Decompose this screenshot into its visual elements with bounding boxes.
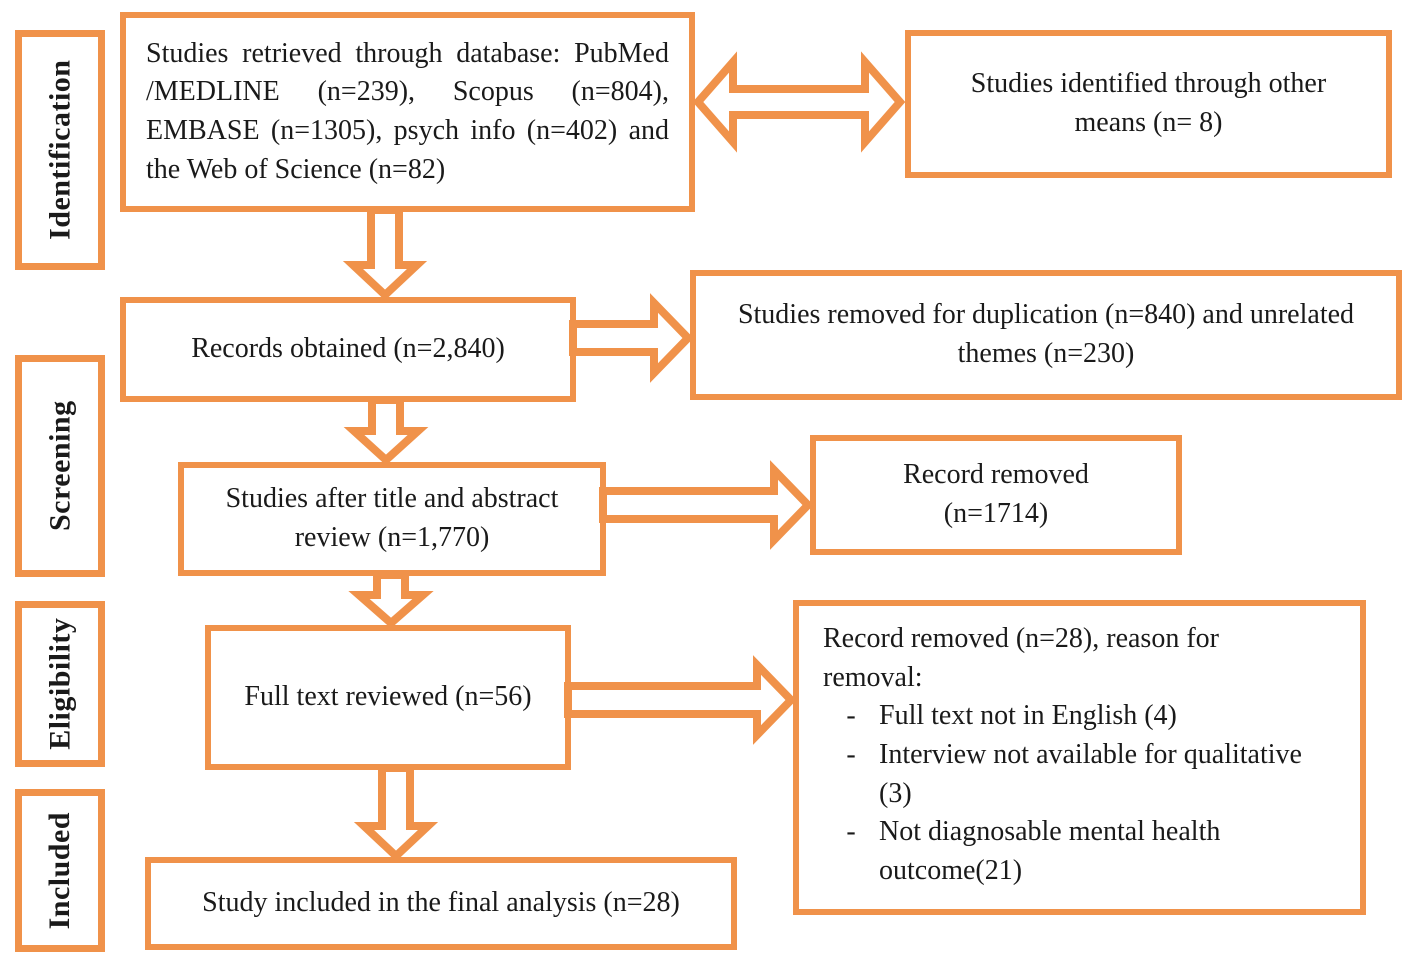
bullet-dash: - [846, 738, 856, 770]
arrow-down-3-icon [356, 575, 426, 626]
stage-screening-label: Screening [43, 400, 77, 532]
arrow-right-3-icon [568, 660, 795, 740]
arrow-right-1-icon [573, 298, 692, 378]
box-records-obtained [120, 297, 576, 402]
box-included-final [145, 857, 737, 950]
removal-reason-item [823, 813, 1336, 890]
record-removed-line1: Record removed [903, 459, 1089, 491]
stage-included-label: Included [43, 811, 77, 930]
stage-eligibility-label: Eligibility [43, 617, 77, 751]
removal-reason-3: Not diagnosable mental health outcome(21) [879, 816, 1221, 886]
arrow-down-2-icon [351, 400, 421, 463]
removal-reason-item [823, 736, 1336, 813]
record-removed-line2: (n=1714) [943, 498, 1049, 529]
arrow-down-4-icon [361, 768, 431, 859]
removal-header-line1: Record removed (n=28), reason for [823, 623, 1219, 654]
box-record-removed-1714 [810, 435, 1182, 555]
stage-included [15, 789, 105, 952]
removal-reason-1: Full text not in English (4) [879, 700, 1177, 732]
removal-header-line2: removal: [823, 661, 923, 693]
bullet-dash: - [846, 700, 856, 732]
bullet-dash: - [846, 816, 856, 848]
box-other-means-text: Studies identified through other means (n= 8) [970, 68, 1327, 138]
box-full-text-reviewed [205, 625, 571, 770]
box-full-text-reviewed-text: Full text reviewed (n=56) [244, 681, 532, 713]
stage-screening [15, 355, 105, 577]
stage-identification-label: Identification [43, 59, 77, 241]
box-removal-reasons [793, 600, 1366, 915]
box-studies-retrieved [120, 12, 695, 212]
removal-reason-2: Interview not available for qualitative (3) [879, 738, 1302, 809]
arrow-down-1-icon [350, 210, 420, 298]
double-arrow-icon [693, 50, 905, 154]
box-included-final-text: Study included in the final analysis (n=28) [202, 887, 680, 919]
box-title-abstract-review [178, 462, 606, 576]
box-other-means [905, 30, 1392, 178]
box-title-abstract-review-text: Studies after title and abstract review (n=1,770) [225, 483, 559, 553]
box-duplicates-removed-text: Studies removed for duplication (n=840) and unrelated themes (n=230) [737, 299, 1355, 369]
removal-reason-item [823, 697, 1336, 736]
box-duplicates-removed [690, 270, 1402, 400]
stage-identification [15, 30, 105, 270]
arrow-right-2-icon [603, 465, 812, 545]
box-records-obtained-text: Records obtained (n=2,840) [191, 333, 505, 365]
box-studies-retrieved-text: Studies retrieved through database: PubMed /MEDLINE (n=239), Scopus (n=804), EMBASE (n=1305), psych info (n=402) and the Web of Science (n=82) [146, 37, 669, 185]
stage-eligibility [15, 601, 105, 767]
box-record-removed-1714-text [903, 456, 1089, 533]
